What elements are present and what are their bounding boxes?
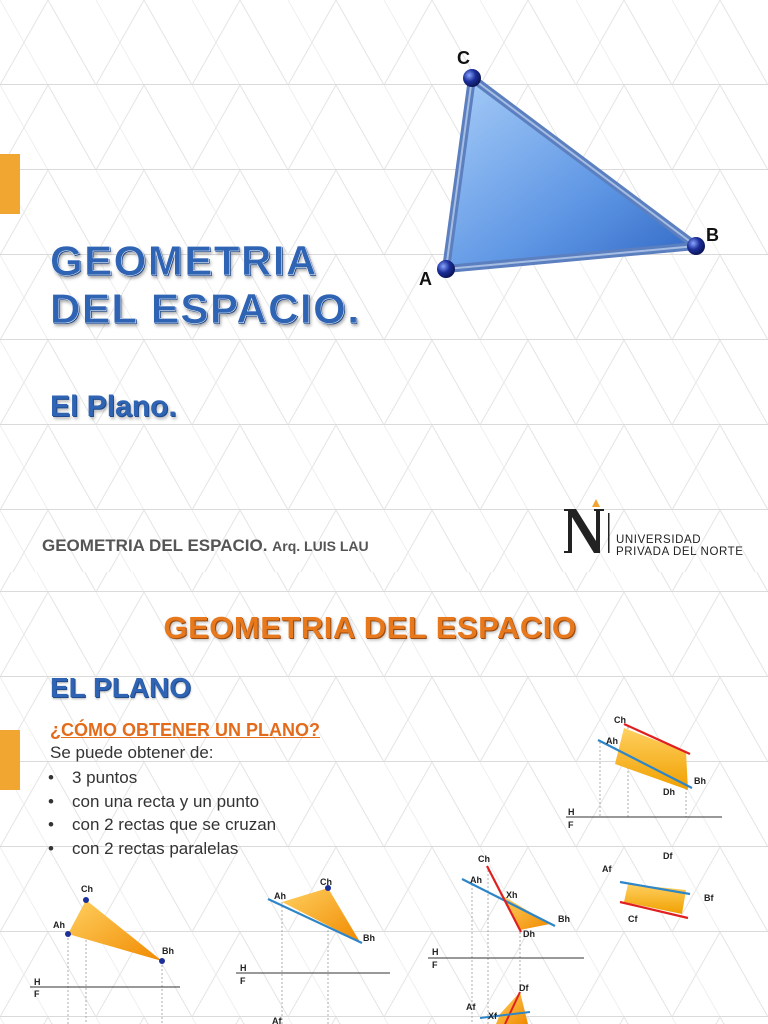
list-item: • con 2 rectas que se cruzan <box>48 813 276 837</box>
label-a: A <box>419 269 432 289</box>
label-h: H <box>240 963 247 973</box>
label-ch: Ch <box>614 715 626 725</box>
logo-line-1: UNIVERSIDAD <box>616 534 702 546</box>
label-b: B <box>706 225 719 245</box>
label-f: F <box>432 960 438 970</box>
accent-bar <box>0 154 20 214</box>
footer-text <box>42 536 369 556</box>
label-ah: Ah <box>274 891 286 901</box>
label-cf: Cf <box>628 914 638 924</box>
label-ch: Ch <box>81 884 93 894</box>
question-heading: ¿CÓMO OBTENER UN PLANO? <box>50 720 320 740</box>
upn-logo-icon <box>562 497 614 559</box>
triangle-face <box>446 78 696 269</box>
label-bh: Bh <box>363 933 375 943</box>
label-f: F <box>568 820 574 830</box>
label-bh: Bh <box>558 914 570 924</box>
diagram-intersecting-lines <box>428 854 584 1024</box>
label-xh: Xh <box>506 890 518 900</box>
label-ah: Ah <box>470 875 482 885</box>
label-dh: Dh <box>523 929 535 939</box>
content-slide <box>0 572 768 1024</box>
label-ch: Ch <box>320 877 332 887</box>
label-ch: Ch <box>478 854 490 864</box>
list-item: • 3 puntos <box>48 766 276 790</box>
plane-diagrams <box>0 572 768 1024</box>
label-c: C <box>457 48 470 68</box>
label-bh: Bh <box>694 776 706 786</box>
slide-subtitle: El Plano. <box>50 390 177 423</box>
triangle-abc-diagram <box>410 40 740 300</box>
vertex-c <box>463 69 481 87</box>
vertex-b <box>687 237 705 255</box>
list-item: • con 2 rectas paralelas <box>48 837 276 861</box>
label-af: Af <box>272 1016 282 1024</box>
label-df: Df <box>663 851 673 861</box>
logo-line-2: PRIVADA DEL NORTE <box>616 546 744 558</box>
logo-wordmark <box>616 534 744 558</box>
label-f: F <box>34 989 40 999</box>
vertex-a <box>437 260 455 278</box>
label-df: Df <box>519 983 529 993</box>
slide-title: GEOMETRIA DEL ESPACIO <box>163 610 577 645</box>
list-item: • con una recta y un punto <box>48 790 276 814</box>
label-bf: Bf <box>704 893 714 903</box>
diagram-line-point <box>236 877 390 1024</box>
intro-text: Se puede obtener de: <box>50 743 214 762</box>
diagram-three-points <box>30 884 180 1024</box>
label-af: Af <box>466 1002 476 1012</box>
title-line-2: DEL ESPACIO. <box>50 285 361 332</box>
slide-subtitle: EL PLANO <box>50 672 192 703</box>
label-ah: Ah <box>53 920 65 930</box>
label-xf: Xf <box>488 1011 497 1021</box>
label-h: H <box>568 807 575 817</box>
footer-author: Arq. LUIS LAU <box>272 538 369 554</box>
label-f: F <box>240 976 246 986</box>
label-dh: Dh <box>663 787 675 797</box>
label-bh: Bh <box>162 946 174 956</box>
footer-course: GEOMETRIA DEL ESPACIO. <box>42 536 268 555</box>
label-h: H <box>432 947 439 957</box>
label-af: Af <box>602 864 612 874</box>
diagram-parallel-lines <box>566 715 722 924</box>
title-line-1: GEOMETRIA <box>50 237 318 284</box>
label-h: H <box>34 977 41 987</box>
label-ah: Ah <box>606 736 618 746</box>
